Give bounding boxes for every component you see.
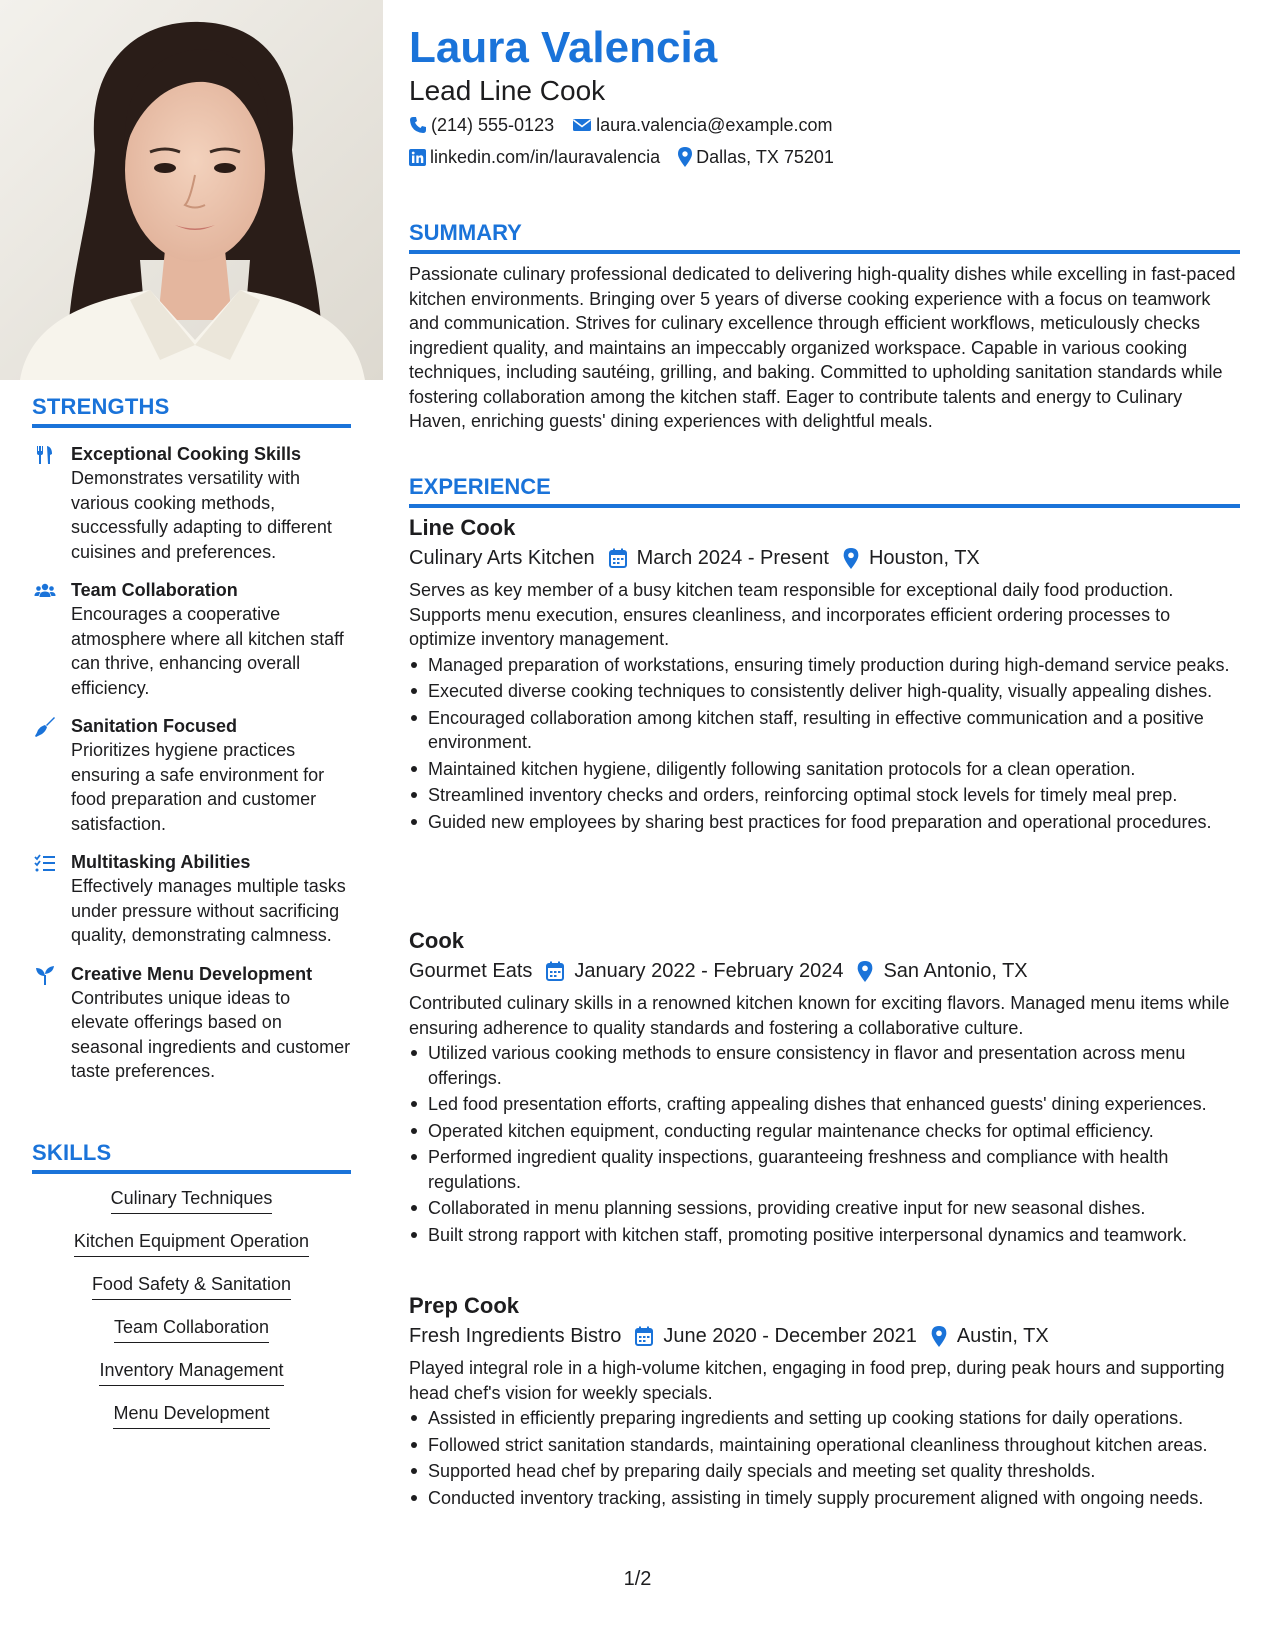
job-entry	[409, 514, 1240, 836]
strength-title: Sanitation Focused	[71, 716, 238, 736]
map-pin-icon	[843, 548, 859, 569]
calendar-icon	[546, 961, 564, 981]
job-entry	[409, 1292, 1240, 1512]
bullet-item: Maintained kitchen hygiene, diligently following sanitation protocols for a clean operation.	[409, 757, 1240, 782]
strength-title: Creative Menu Development	[71, 963, 313, 984]
calendar-icon	[635, 1326, 653, 1346]
skills-list	[32, 1186, 351, 1444]
contact-location	[678, 145, 834, 169]
utensils-icon	[34, 444, 56, 466]
job-bullets	[409, 1406, 1240, 1510]
location-text: Dallas, TX 75201	[696, 147, 834, 167]
email-text: laura.valencia@example.com	[596, 115, 833, 135]
strength-item	[32, 714, 351, 836]
strength-desc: Effectively manages multiple tasks under pressure without sacrificing quality, demonstrating calmness.	[71, 876, 346, 945]
bullet-item: Supported head chef by preparing daily specials and meeting set quality thresholds.	[409, 1459, 1240, 1484]
sidebar	[0, 0, 383, 1650]
job-company: Fresh Ingredients Bistro	[409, 1325, 622, 1347]
summary-text: Passionate culinary professional dedicated to delivering high-quality dishes while excelling in fast-paced kitchen environments. Bringing over 5 years of diverse cooking experience with a focus on teamwork and communication. Strives for culinary excellence through efficient workflows, meticulously checks ingredient quality, and maintains an impeccably organized workspace. Capable in various cooking techniques, including sautéing, grilling, and baking. Committed to upholding sanitation standards while fostering collaboration among the kitchen staff. Eager to contribute talents and energy to Culinary Haven, enriching guests' dining experiences with delightful meals.	[409, 264, 1236, 431]
job-title: Line Cook	[409, 515, 516, 540]
linkedin-icon	[409, 149, 426, 166]
strength-title: Team Collaboration	[71, 580, 238, 600]
job-location: San Antonio, TX	[883, 960, 1028, 982]
experience-title: EXPERIENCE	[409, 474, 1240, 508]
summary-title: SUMMARY	[409, 220, 1240, 254]
job-meta	[409, 1323, 1240, 1349]
phone-icon	[409, 116, 427, 134]
list-check-icon	[34, 852, 56, 874]
job-dates: March 2024 - Present	[636, 547, 829, 569]
bullet-item: Executed diverse cooking techniques to consistently deliver high-quality, visually appealing dishes.	[409, 679, 1240, 704]
linkedin-text: linkedin.com/in/lauravalencia	[430, 147, 661, 167]
bullet-item: Streamlined inventory checks and orders, reinforcing optimal stock levels for timely meal prep.	[409, 783, 1240, 808]
job-meta	[409, 958, 1240, 984]
map-pin-icon	[931, 1326, 947, 1347]
strength-item	[32, 442, 351, 564]
strengths-title: STRENGTHS	[32, 394, 351, 428]
envelope-icon	[572, 117, 592, 133]
bullet-item: Assisted in efficiently preparing ingredients and setting up cooking stations for daily operations.	[409, 1406, 1240, 1431]
bullet-item: Utilized various cooking methods to ensure consistency in flavor and presentation across menu offerings.	[409, 1041, 1240, 1090]
contact-row	[409, 145, 852, 169]
strength-title: Multitasking Abilities	[71, 852, 251, 872]
job-company: Gourmet Eats	[409, 960, 533, 982]
job-location: Houston, TX	[868, 547, 980, 569]
broom-icon	[34, 716, 56, 738]
bullet-item: Encouraged collaboration among kitchen staff, resulting in effective communication and a positive environment.	[409, 706, 1240, 755]
skill-item: Menu Development	[113, 1401, 269, 1429]
bullet-item: Collaborated in menu planning sessions, providing creative input for new seasonal dishes.	[409, 1196, 1240, 1221]
strength-item	[32, 850, 351, 948]
contact-row	[409, 113, 850, 137]
job-dates: January 2022 - February 2024	[574, 960, 844, 982]
job-meta	[409, 545, 1240, 571]
seedling-icon	[34, 964, 56, 986]
page-number: 1/2	[623, 1568, 652, 1590]
map-pin-icon	[678, 147, 692, 167]
strength-desc: Prioritizes hygiene practices ensuring a safe environment for food preparation and customer satisfaction.	[71, 740, 325, 834]
phone-text: (214) 555-0123	[431, 115, 555, 135]
skills-title: SKILLS	[32, 1140, 351, 1174]
calendar-icon	[609, 548, 627, 568]
contact-email[interactable]	[572, 113, 832, 137]
job-location: Austin, TX	[956, 1325, 1049, 1347]
skill-item: Culinary Techniques	[111, 1186, 273, 1214]
bullet-item: Followed strict sanitation standards, maintaining operational cleanliness throughout kitchen areas.	[409, 1433, 1240, 1458]
bullet-item: Conducted inventory tracking, assisting in timely supply procurement aligned with ongoing needs.	[409, 1486, 1240, 1511]
strength-title: Exceptional Cooking Skills	[71, 444, 302, 464]
job-entry	[409, 927, 1240, 1249]
map-pin-icon	[857, 961, 873, 982]
job-company: Culinary Arts Kitchen	[409, 547, 595, 569]
users-icon	[34, 580, 56, 602]
skill-item: Inventory Management	[99, 1358, 283, 1386]
profile-photo	[0, 0, 383, 380]
strength-desc: Demonstrates versatility with various cooking methods, successfully adapting to different cuisines and preferences.	[71, 468, 332, 562]
job-bullets	[409, 1041, 1240, 1247]
bullet-item: Managed preparation of workstations, ensuring timely production during high-demand service peaks.	[409, 653, 1240, 678]
job-desc: Played integral role in a high-volume kitchen, engaging in food prep, during peak hours and supporting head chef's vision for weekly specials.	[409, 1358, 1225, 1403]
bullet-item: Built strong rapport with kitchen staff, promoting positive interpersonal dynamics and teamwork.	[409, 1223, 1240, 1248]
skill-item: Food Safety & Sanitation	[92, 1272, 291, 1300]
strength-item	[32, 962, 351, 1084]
candidate-name: Laura Valencia	[409, 23, 718, 72]
skill-item: Kitchen Equipment Operation	[74, 1229, 309, 1257]
contact-phone[interactable]	[409, 113, 554, 137]
candidate-role: Lead Line Cook	[409, 75, 606, 106]
job-dates: June 2020 - December 2021	[663, 1325, 917, 1347]
bullet-item: Guided new employees by sharing best practices for food preparation and operational procedures.	[409, 810, 1240, 835]
job-title: Prep Cook	[409, 1293, 520, 1318]
bullet-item: Led food presentation efforts, crafting appealing dishes that enhanced guests' dining experiences.	[409, 1092, 1240, 1117]
strength-desc: Encourages a cooperative atmosphere where all kitchen staff can thrive, enhancing overall efficiency.	[71, 604, 344, 698]
skills-section	[32, 1140, 351, 1444]
bullet-item: Performed ingredient quality inspections, guaranteeing freshness and compliance with health regulations.	[409, 1145, 1240, 1194]
job-desc: Contributed culinary skills in a renowned kitchen known for exciting flavors. Managed menu items while ensuring adherence to quality standards and fostering a collaborative culture.	[409, 993, 1230, 1038]
strength-item	[32, 578, 351, 700]
strengths-section	[32, 394, 351, 1084]
strength-desc: Contributes unique ideas to elevate offerings based on seasonal ingredients and customer taste preferences.	[71, 987, 351, 1081]
contact-linkedin[interactable]	[409, 145, 660, 169]
job-desc: Serves as key member of a busy kitchen team responsible for exceptional daily food production. Supports menu execution, ensures cleanliness, and incorporates efficient ordering processes to optimize inventory management.	[409, 580, 1174, 649]
skill-item: Team Collaboration	[114, 1315, 269, 1343]
job-title: Cook	[409, 928, 464, 953]
bullet-item: Operated kitchen equipment, conducting regular maintenance checks for optimal efficiency.	[409, 1119, 1240, 1144]
job-bullets	[409, 653, 1240, 835]
